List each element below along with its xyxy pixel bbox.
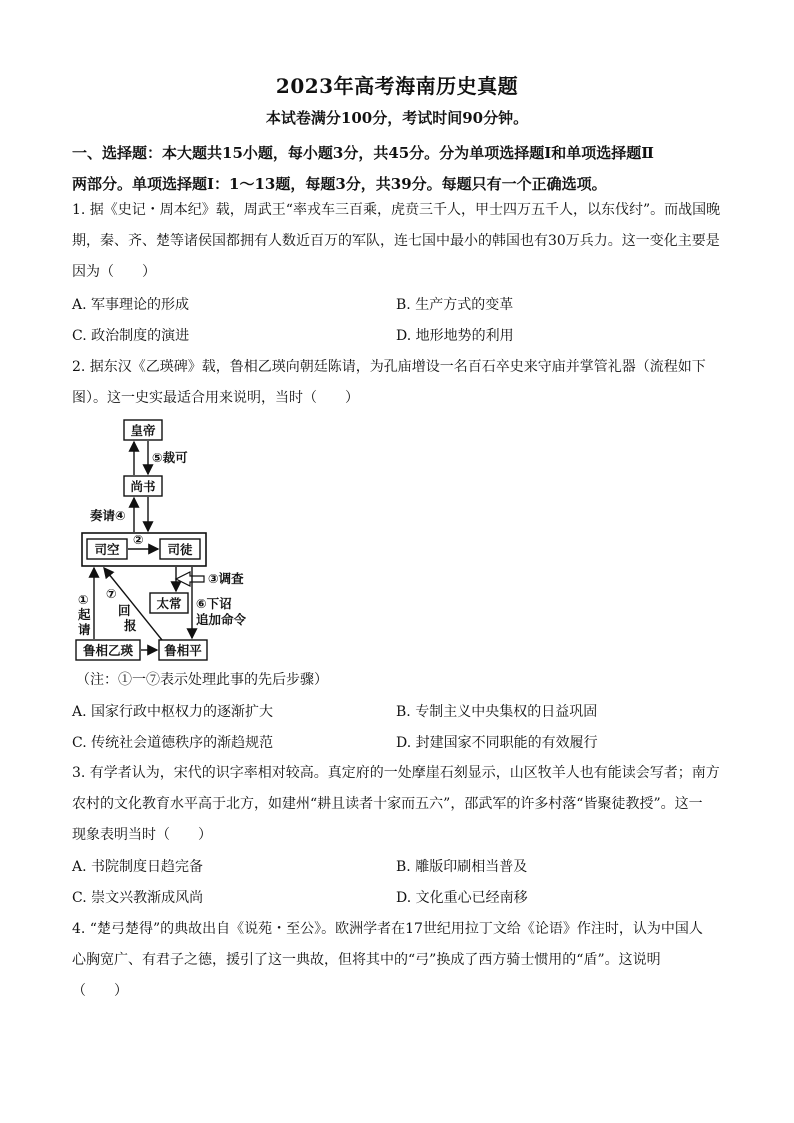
q2-option-a[interactable]: A. 国家行政中枢权力的逐渐扩大 <box>72 704 274 720</box>
q3-option-a[interactable]: A. 书院制度日趋完备 <box>72 859 204 875</box>
question-line: 2. 据东汉《乙瑛碑》载，鲁相乙瑛向朝廷陈请，为孔庙增设一名百石卒史来守庙并掌管礼器（流程如下 <box>72 359 706 375</box>
section-line: 两部分。单项选择题Ⅰ：1～13题，每题3分，共39分。每题只有一个正确选项。 <box>72 175 607 193</box>
q1-option-c[interactable]: C. 政治制度的演进 <box>72 328 190 344</box>
label-situ: 司徒 <box>167 542 193 557</box>
flow-diagram-svg <box>72 414 272 664</box>
question-2 <box>72 352 722 414</box>
question-line: 因为（ ） <box>72 264 156 280</box>
label-step1a: ① <box>78 592 89 607</box>
label-huangdi: 皇帝 <box>130 423 156 438</box>
q1-option-a[interactable]: A. 军事理论的形成 <box>72 297 190 313</box>
q1-option-d[interactable]: D. 地形地势的利用 <box>396 328 514 344</box>
label-step7c: 报 <box>124 618 137 633</box>
label-luxiangping: 鲁相平 <box>164 643 202 658</box>
q1-option-b[interactable]: B. 生产方式的变革 <box>396 297 514 313</box>
question-line: 农村的文化教育水平高于北方，如建州“耕且读者十家而五六”，邵武军的许多村落“皆聚徒教授”。这一 <box>72 796 703 812</box>
label-sikong: 司空 <box>94 542 120 557</box>
question-line: 期，秦、齐、楚等诸侯国都拥有人数近百万的军队，连七国中最小的韩国也有30万兵力。这一变化主要是 <box>72 233 720 249</box>
section-line: 一、选择题：本大题共15小题，每小题3分，共45分。分为单项选择题Ⅰ和单项选择题Ⅱ <box>72 144 654 162</box>
question-line: 1. 据《史记・周本纪》载，周武王“率戎车三百乘，虎贲三千人，甲士四万五千人，以东伐纣”。而战国晚 <box>72 202 721 218</box>
label-step3: ③调查 <box>208 571 244 586</box>
question-line: 图）。这一史实最适合用来说明，当时（ ） <box>72 390 359 406</box>
question-1 <box>72 195 722 288</box>
label-step6a: ⑥下诏 <box>196 596 232 611</box>
label-step4: 奏请④ <box>90 508 126 523</box>
question-line: （ ） <box>72 983 128 999</box>
label-taichang: 太常 <box>156 596 182 611</box>
question-line: 心胸宽广、有君子之德，援引了这一典故，但将其中的“弓”换成了西方骑士惯用的“盾”。这说明 <box>72 952 661 968</box>
label-step7b: 回 <box>118 603 131 618</box>
question-line: 现象表明当时（ ） <box>72 827 212 843</box>
label-step7a: ⑦ <box>106 586 117 601</box>
question-4 <box>72 914 722 1007</box>
question-line: 4. “楚弓楚得”的典故出自《说苑・至公》。欧洲学者在17世纪用拉丁文给《论语》作注时，认为中国人 <box>72 921 703 937</box>
label-step5: ⑤裁可 <box>152 450 188 465</box>
label-step1c: 请 <box>78 622 91 637</box>
q2-option-b[interactable]: B. 专制主义中央集权的日益巩固 <box>396 704 598 720</box>
label-step2: ② <box>133 532 144 547</box>
q2-option-d[interactable]: D. 封建国家不同职能的有效履行 <box>396 735 598 751</box>
diagram-note: （注：①一⑦表示处理此事的先后步骤） <box>76 672 328 688</box>
arrow-step3 <box>176 572 204 586</box>
question-line: 3. 有学者认为，宋代的识字率相对较高。真定府的一处摩崖石刻显示，山区牧羊人也有能读会写者；南方 <box>72 765 720 781</box>
label-step6b: 追加命令 <box>196 612 247 627</box>
exam-subtitle: 本试卷满分100分，考试时间90分钟。 <box>265 109 529 127</box>
section-instructions <box>72 138 722 200</box>
label-shangshu: 尚书 <box>130 479 156 494</box>
page-title: 2023年高考海南历史真题 <box>275 74 519 98</box>
q2-option-c[interactable]: C. 传统社会道德秩序的渐趋规范 <box>72 735 274 751</box>
q3-option-b[interactable]: B. 雕版印刷相当普及 <box>396 859 528 875</box>
label-luxiangyiying: 鲁相乙瑛 <box>82 643 134 658</box>
question-3 <box>72 758 722 851</box>
q3-option-c[interactable]: C. 崇文兴教渐成风尚 <box>72 890 204 906</box>
q3-option-d[interactable]: D. 文化重心已经南移 <box>396 890 528 906</box>
process-flow-diagram <box>72 414 272 664</box>
label-step1b: 起 <box>78 607 91 622</box>
